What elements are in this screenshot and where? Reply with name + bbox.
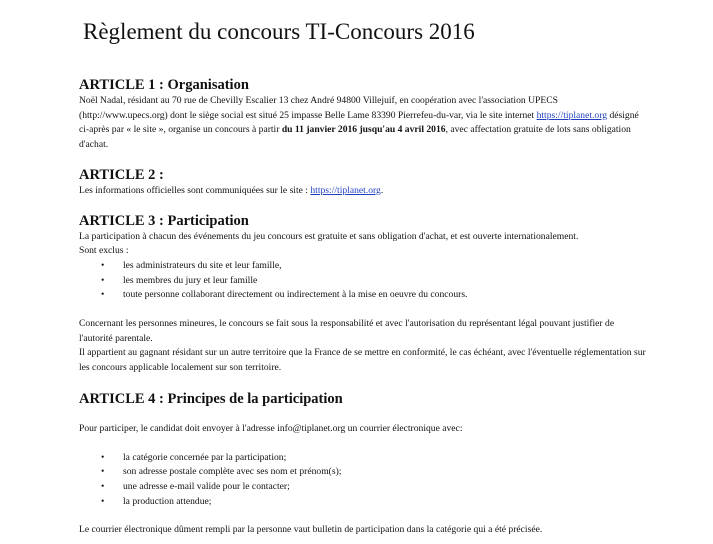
minors-paragraph: Concernant les personnes mineures, le concours se fait sous la responsabilité et avec l'autorisation du représentant légal pouvant justifier de l'autorité parentale. bbox=[79, 318, 615, 344]
bullet-icon: • bbox=[101, 480, 105, 492]
article-1 bbox=[79, 76, 649, 153]
list-item: • son adresse postale complète avec ses nom et prénom(s); bbox=[79, 465, 649, 480]
excluded-label: Sont exclus : bbox=[79, 245, 129, 257]
contest-dates: du 11 janvier 2016 jusqu'au 4 avril 2016 bbox=[281, 124, 446, 136]
bullet-icon: • bbox=[101, 289, 105, 301]
article-4-closing: Le courrier électronique dûment rempli par la personne vaut bulletin de participation dans la catégorie qui a été précisée. bbox=[79, 524, 543, 536]
list-item: • les membres du jury et leur famille bbox=[79, 274, 649, 289]
article-3 bbox=[79, 212, 649, 376]
excluded-list bbox=[79, 259, 649, 303]
bullet-icon: • bbox=[101, 259, 105, 271]
list-item: • la catégorie concernée par la participation; bbox=[79, 451, 649, 466]
list-item: • la production attendue; bbox=[79, 495, 649, 510]
document-body bbox=[79, 76, 649, 538]
requirements-list bbox=[79, 451, 649, 510]
bullet-icon: • bbox=[101, 466, 105, 478]
document-title: Règlement du concours TI-Concours 2016 bbox=[83, 19, 475, 44]
article-1-heading: ARTICLE 1 : Organisation bbox=[79, 77, 249, 93]
bullet-icon: • bbox=[101, 495, 105, 507]
article-2 bbox=[79, 166, 649, 199]
foreign-paragraph: Il appartient au gagnant résidant sur un autre territoire que la France de se mettre en conformité, le cas échéant, avec l'éventuelle réglementation sur les concours applicable localement sur son territoire. bbox=[79, 347, 646, 374]
article-2-text: Les informations officielles sont communiquées sur le site : https://tiplanet.org. bbox=[79, 184, 384, 196]
article-4-heading: ARTICLE 4 : Principes de la participation bbox=[79, 390, 343, 407]
article-4 bbox=[79, 390, 649, 538]
article-2-heading: ARTICLE 2 : bbox=[79, 166, 164, 183]
article-3-intro: La participation à chacun des événements du jeu concours est gratuite et sans obligation d'achat, et est ouverte internationalement. bbox=[79, 230, 579, 242]
list-item: • les administrateurs du site et leur famille, bbox=[79, 259, 649, 274]
bullet-icon: • bbox=[101, 451, 105, 463]
article-3-heading: ARTICLE 3 : Participation bbox=[79, 212, 249, 229]
article-4-intro: Pour participer, le candidat doit envoyer à l'adresse info@tiplanet.org un courrier électronique avec: bbox=[79, 422, 463, 434]
bullet-icon: • bbox=[101, 274, 105, 286]
article-1-text: Noël Nadal, résidant au 70 rue de Chevilly Escalier 13 chez André 94800 Villejuif, en coopération avec l'association UPECS (http://www.upecs.org) dont le siège social est situé 25 impasse Belle Lame 83390 Pierrefeu-du-var, via le site internet https://tiplanet.org désigné ci-après par « le site », organise un concours à partir du 11 janvier 2016 jusqu'au 4 avril 2016, avec affectation gratuite de lots sans obligation d'achat. bbox=[79, 95, 639, 151]
tiplanet-link[interactable]: https://tiplanet.org bbox=[310, 184, 381, 196]
list-item: • toute personne collaborant directement ou indirectement à la mise en oeuvre du concours. bbox=[79, 288, 649, 303]
tiplanet-link[interactable]: https://tiplanet.org bbox=[536, 109, 608, 121]
list-item: • une adresse e-mail valide pour le contacter; bbox=[79, 480, 649, 495]
